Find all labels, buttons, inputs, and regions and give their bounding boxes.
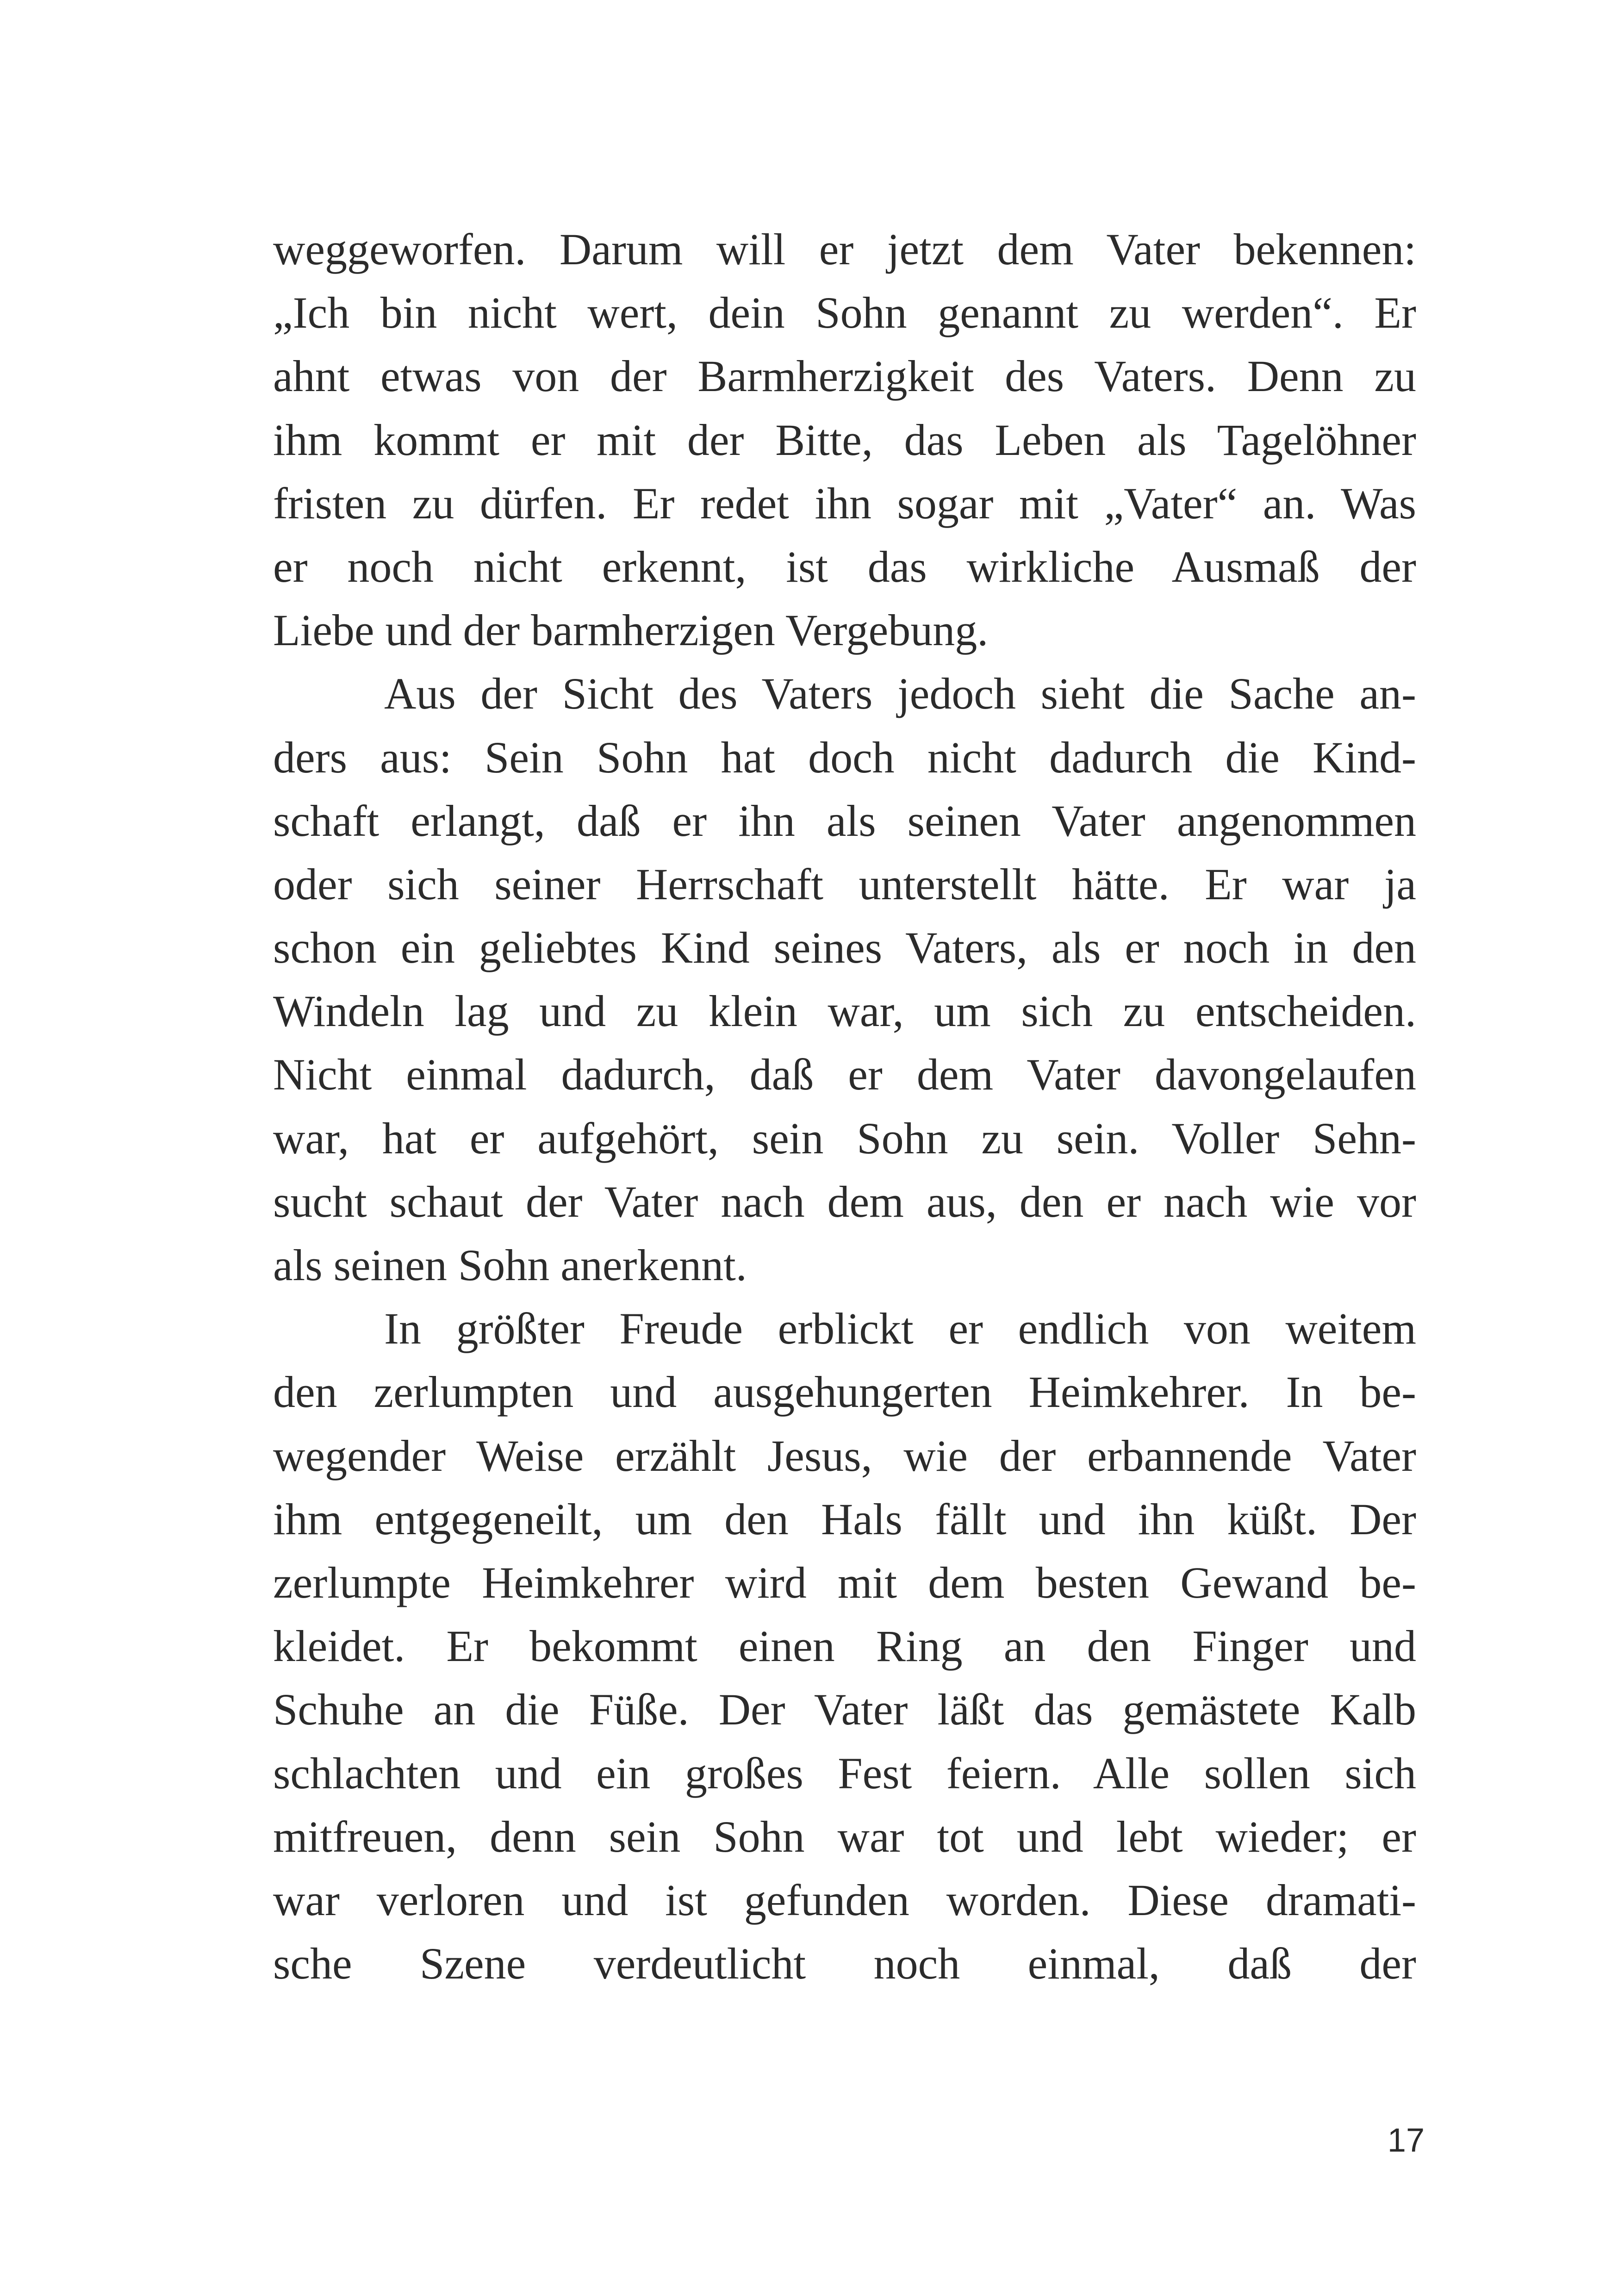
text-line: Nicht einmal dadurch, daß er dem Vater davongelaufen — [273, 1050, 1416, 1100]
text-line: ihm entgegeneilt, um den Hals fällt und ihn küßt. Der — [273, 1494, 1416, 1544]
text-line: In größter Freude erblickt er endlich von weitem — [384, 1304, 1416, 1354]
text-line: ders aus: Sein Sohn hat doch nicht dadurch die Kind- — [273, 732, 1416, 782]
text-line: Liebe und der barmherzigen Vergebung. — [273, 605, 989, 655]
text-line: sucht schaut der Vater nach dem aus, den er nach wie vor — [273, 1176, 1416, 1226]
text-line: schlachten und ein großes Fest feiern. Alle sollen sich — [273, 1748, 1416, 1798]
page-number: 17 — [1387, 2122, 1425, 2159]
paragraph — [273, 218, 1416, 662]
text-line: kleidet. Er bekommt einen Ring an den Finger und — [273, 1621, 1416, 1671]
text-line: wegender Weise erzählt Jesus, wie der erbannende Vater — [273, 1431, 1416, 1481]
text-line: den zerlumpten und ausgehungerten Heimkehrer. In be- — [273, 1367, 1416, 1417]
text-line: Windeln lag und zu klein war, um sich zu entscheiden. — [273, 986, 1416, 1036]
text-line: ihm kommt er mit der Bitte, das Leben als Tagelöhner — [273, 415, 1416, 465]
text-line: weggeworfen. Darum will er jetzt dem Vater bekennen: — [273, 224, 1416, 274]
text-line: „Ich bin nicht wert, dein Sohn genannt zu werden“. Er — [273, 288, 1416, 338]
text-line: oder sich seiner Herrschaft unterstellt hätte. Er war ja — [273, 859, 1416, 909]
text-line: war verloren und ist gefunden worden. Diese dramati- — [273, 1875, 1416, 1925]
body-text — [273, 218, 1416, 1995]
text-line: schaft erlangt, daß er ihn als seinen Vater angenommen — [273, 796, 1416, 846]
text-line: fristen zu dürfen. Er redet ihn sogar mit „Vater“ an. Was — [273, 478, 1416, 528]
text-line: Schuhe an die Füße. Der Vater läßt das gemästete Kalb — [273, 1685, 1416, 1735]
text-line: war, hat er aufgehört, sein Sohn zu sein. Voller Sehn- — [273, 1113, 1416, 1163]
paragraph — [273, 1297, 1416, 1995]
text-line: sche Szene verdeutlicht noch einmal, daß der — [273, 1939, 1416, 1989]
text-line: mitfreuen, denn sein Sohn war tot und lebt wieder; er — [273, 1811, 1416, 1861]
text-line: er noch nicht erkennt, ist das wirkliche Ausmaß der — [273, 541, 1416, 591]
text-line: schon ein geliebtes Kind seines Vaters, als er noch in den — [273, 923, 1416, 973]
text-line: Aus der Sicht des Vaters jedoch sieht die Sache an- — [384, 669, 1416, 719]
text-line: zerlumpte Heimkehrer wird mit dem besten Gewand be- — [273, 1557, 1416, 1607]
paragraph — [273, 662, 1416, 1297]
text-line: ahnt etwas von der Barmherzigkeit des Vaters. Denn zu — [273, 351, 1416, 401]
text-line: als seinen Sohn anerkennt. — [273, 1240, 747, 1290]
